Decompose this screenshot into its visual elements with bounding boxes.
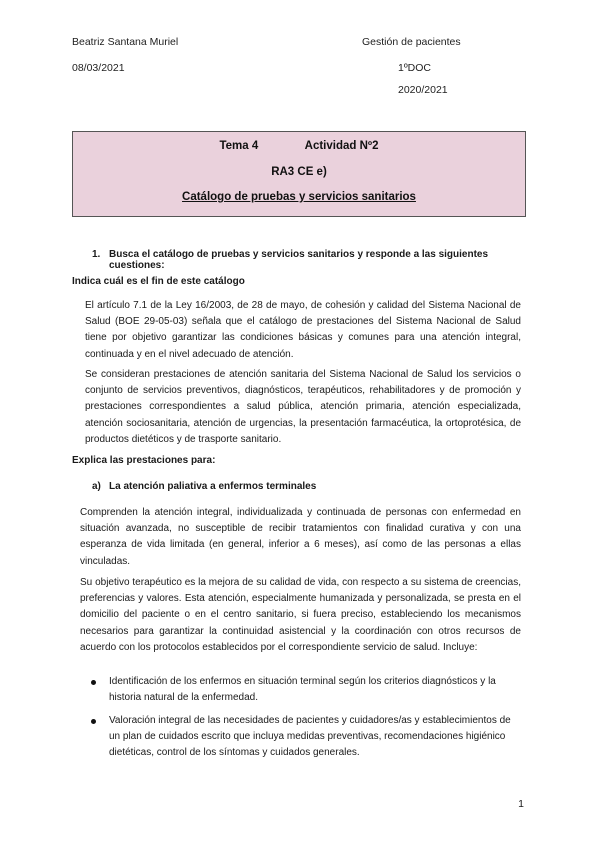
header-author: Beatriz Santana Muriel <box>72 36 179 48</box>
document-title: Catálogo de pruebas y servicios sanitarios <box>182 191 416 203</box>
bullet-icon <box>91 719 96 724</box>
tema-label: Tema 4 <box>219 140 259 152</box>
title-box <box>72 131 526 217</box>
section1-paragraph-1: El artículo 7.1 de la Ley 16/2003, de 28 de mayo, de cohesión y calidad del Sistema Nacional de Salud (BOE 29-05-03) señala que el catálogo de prestaciones del Sistema Nacional de Salud tiene por objetivo garantizar las condiciones básicas y comunes para una atención integral, continuada y en el nivel adecuado de atención. <box>85 300 521 360</box>
bullet-item-2: Valoración integral de las necesidades de pacientes y cuidadores/as y establecimientos de un plan de cuidados escrito que incluya medidas preventivas, recomendaciones higiénico dietéticas, control de los síntomas y cuidados generales. <box>109 715 511 759</box>
section2-heading: Explica las prestaciones para: <box>72 455 216 466</box>
bullet-icon <box>91 680 96 685</box>
section1-paragraph-2: Se consideran prestaciones de atención sanitaria del Sistema Nacional de Salud los servicios o conjunto de servicios preventivos, diagnósticos, terapéuticos, rehabilitadores y de promoción y prestaciones correspondientes a salud pública, atención primaria, atención especializada, atención sociosanitaria, atención de urgencias, la presentación farmacéutica, la ortoprotésica, de productos dietéticos y de trasporte sanitario. <box>85 369 521 445</box>
subsection-letter: a) <box>92 481 101 492</box>
section2-paragraph-2: Su objetivo terapéutico es la mejora de su calidad de vida, con respecto a su sistema de creencias, preferencias y valores. Esta atención, especialmente humanizada y personalizada, se presta en el domicilio del paciente o en el centro sanitario, si fuera preciso, estableciendo los mecanismos necesarios para garantizar la continuidad asistencial y la coordinación con otros recursos de acuerdo con los protocolos establecidos por el correspondiente servicio de salud. Incluye: <box>80 577 521 653</box>
header-year: 2020/2021 <box>398 84 448 96</box>
question-text: Busca el catálogo de pruebas y servicios sanitarios y responde a las siguientes cuestiones: <box>109 249 489 271</box>
header-subject: Gestión de pacientes <box>362 36 461 48</box>
header-date: 08/03/2021 <box>72 62 125 74</box>
header-course: 1ºDOC <box>398 62 432 74</box>
title-line-1 <box>73 140 525 152</box>
subsection-title: La atención paliativa a enfermos terminales <box>109 481 317 492</box>
actividad-label: Actividad Nº2 <box>304 140 379 152</box>
bullet-item-1: Identificación de los enfermos en situación terminal según los criterios diagnósticos y la historia natural de la enfermedad. <box>109 676 496 704</box>
section1-heading: Indica cuál es el fin de este catálogo <box>72 276 245 287</box>
section2-paragraph-1: Comprenden la atención integral, individualizada y continuada de personas con enfermedad en situación avanzada, no susceptible de recibir tratamientos con finalidad curativa y con una esperanza de vida limitada (en general, inferior a 6 meses), así como de las personas a ellas vinculadas. <box>80 507 521 567</box>
ra-label: RA3 CE e) <box>271 166 327 178</box>
page-number: 1 <box>518 798 524 810</box>
question-number: 1. <box>92 249 101 260</box>
